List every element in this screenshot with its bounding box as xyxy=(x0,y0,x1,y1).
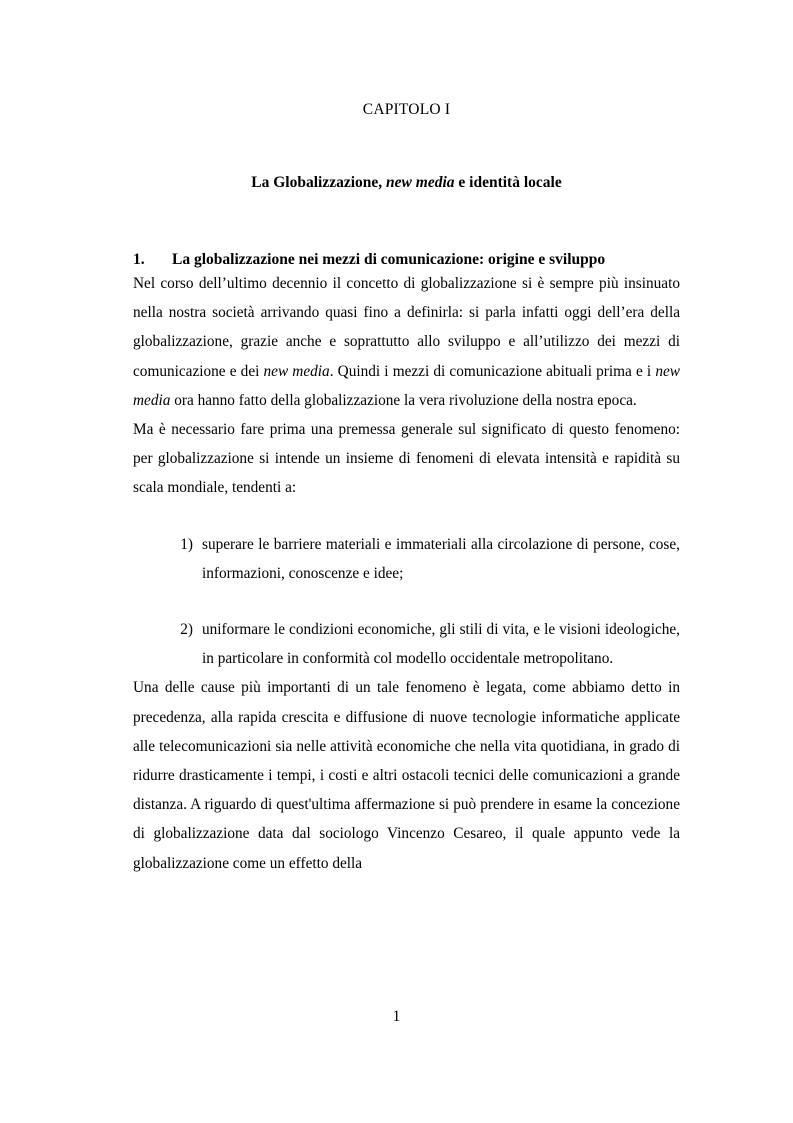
paragraph-1-italic-1: new media xyxy=(263,362,330,380)
paragraph-1-text-1: Nel corso dell’ultimo decennio il concetto di globalizzazione si è sempre più insinuato nella nostra società arrivando quasi fino a definirla: si parla infatti oggi dell’era della globalizzazione, grazie anche e soprattutto allo sviluppo e all’utilizzo dei mezzi di comunicazione e dei xyxy=(133,275,680,380)
list-item-text: uniformare le condizioni economiche, gli stili di vita, e le visioni ideologiche, in particolare in conformità col modello occidentale metropolitano. xyxy=(202,621,680,668)
paragraph-1-text-2: . Quindi i mezzi di comunicazione abituali prima e i xyxy=(329,362,656,380)
section-number: 1. xyxy=(133,251,145,268)
section-heading xyxy=(133,251,680,269)
page-content xyxy=(133,0,680,878)
chapter-title-part-2: e identità locale xyxy=(454,174,562,191)
chapter-title-italic: new media xyxy=(386,174,455,191)
list-item-marker: 2) xyxy=(180,621,193,639)
paragraph-1-italic-2: new media xyxy=(133,362,680,409)
numbered-list xyxy=(178,530,680,674)
paragraph-2: Ma è necessario fare prima una premessa generale sul significato di questo fenomeno: per globalizzazione si intende un insieme di fenomeni di elevata intensità e rapidità su scala mondiale, tendenti a: xyxy=(133,421,680,497)
paragraph-1-text-3: ora hanno fatto della globalizzazione la vera rivoluzione della nostra epoca. xyxy=(170,391,637,409)
numbered-list-wrapper xyxy=(178,530,680,674)
list-item-marker: 1) xyxy=(180,535,193,553)
chapter-title-part-1: La Globalizzazione, xyxy=(251,174,387,191)
chapter-label: CAPITOLO I xyxy=(362,101,451,118)
list-item xyxy=(178,530,680,588)
list-item xyxy=(178,615,680,673)
chapter-title xyxy=(133,174,680,192)
paragraph-1 xyxy=(133,269,680,415)
paragraph-3: Una delle cause più importanti di un tale fenomeno è legata, come abbiamo detto in precedenza, alla rapida crescita e diffusione di nuove tecnologie informatiche applicate alle telecomunicazioni sia nelle attività economiche che nella vita quotidiana, in grado di ridurre drasticamente i tempi, i costi e altri ostacoli tecnici delle comunicazioni a grande distanza. A riguardo di quest'ultima affermazione si può prendere in esame la concezione di globalizzazione data dal sociologo Vincenzo Cesareo, il quale appunto vede la globalizzazione come un effetto della xyxy=(133,679,680,872)
list-item-text: superare le barriere materiali e immateriali alla circolazione di persone, cose, informazioni, conoscenze e idee; xyxy=(202,535,680,582)
section-title: La globalizzazione nei mezzi di comunicazione: origine e sviluppo xyxy=(172,251,606,268)
page-number: 1 xyxy=(392,1008,401,1025)
